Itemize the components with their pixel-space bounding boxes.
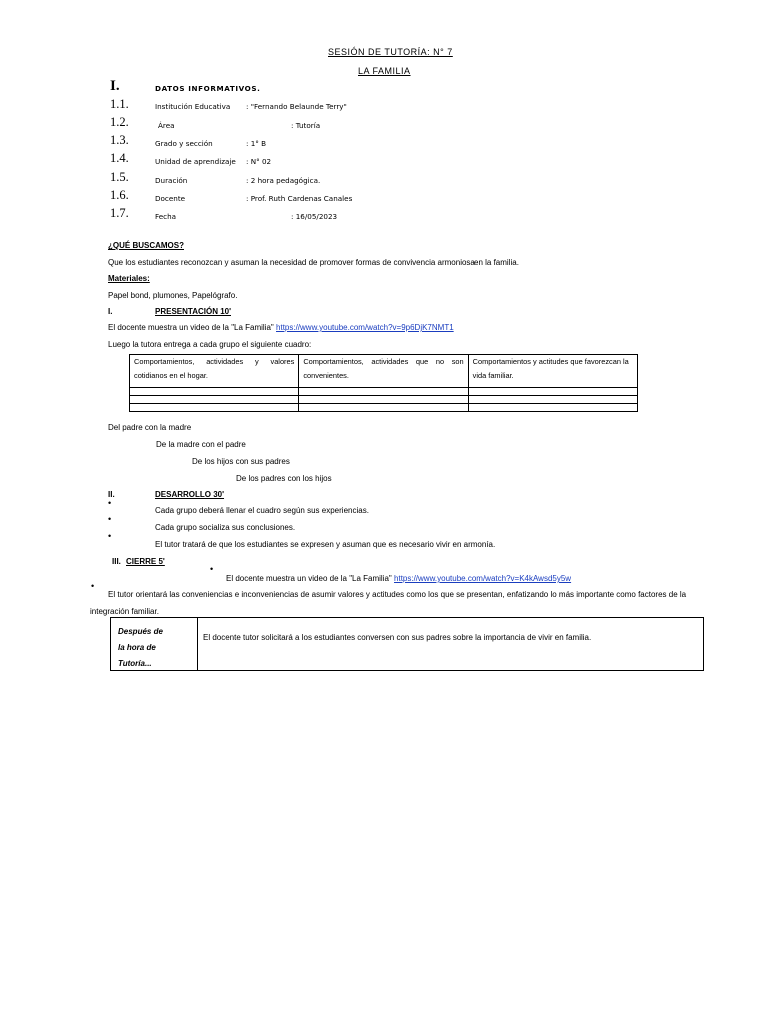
cierre-paragraph: El tutor orientará las conveniencias e inconveniencias de asumir valores y actitudes como los que se presentan, enfatizando lo más importante como factores de la [108,590,687,599]
bullet-icon: • [91,581,95,591]
info-label: Área [158,121,175,130]
table-row [130,396,638,404]
info-label: Grado y sección [155,139,213,148]
cierre-roman: III. [112,557,121,566]
info-number: 1.3. [110,133,129,147]
presentacion-line [108,323,454,332]
desarrollo-item: El tutor tratará de que los estudiantes se expresen y asuman que es necesario vivir en armonía. [155,540,496,549]
table-cell[interactable] [468,388,637,396]
despues-label: la hora de [118,643,156,652]
table-cell[interactable] [299,404,468,412]
despues-label: Tutoría... [118,659,152,668]
desarrollo-roman: II. [108,490,115,499]
despues-box [110,617,704,671]
table-cell[interactable] [299,396,468,404]
table-header-cell: Comportamientos y actitudes que favorezcan la vida familiar. [468,355,637,388]
table-cell[interactable] [299,388,468,396]
table-cell[interactable] [130,396,299,404]
section-heading: DATOS INFORMATIVOS. [155,84,261,93]
table-cell[interactable] [468,396,637,404]
desarrollo-item: Cada grupo deberá llenar el cuadro según sus experiencias. [155,506,369,515]
info-number: 1.6. [110,188,129,202]
info-label: Institución Educativa [155,102,231,111]
que-buscamos-heading: ¿QUÉ BUSCAMOS? [108,241,184,250]
cierre-text: El docente muestra un video de la "La Familia" [226,574,392,583]
video-link-2[interactable]: https://www.youtube.com/watch?v=K4kAwsd5y5w [394,574,572,583]
box-divider [197,618,198,670]
cuadro-intro: Luego la tutora entrega a cada grupo el siguiente cuadro: [108,340,312,349]
session-title: SESIÓN DE TUTORÍA: N° 7 [328,47,453,57]
table-header-cell: Comportamientos, actividades que no son convenientes. [299,355,468,388]
bullet-icon: • [108,498,112,508]
table-header-cell: Comportamientos, actividades y valores cotidianos en el hogar. [130,355,299,388]
cierre-paragraph-end: integración familiar. [90,607,159,616]
section-roman: I. [110,78,120,94]
bullet-icon: • [210,564,214,574]
relation-item: De los hijos con sus padres [192,457,290,466]
info-value: : 1° B [246,139,267,148]
materiales-heading: Materiales: [108,274,150,283]
cuadro-table [129,354,638,412]
video-link-1[interactable]: https://www.youtube.com/watch?v=9p6DjK7NMT1 [276,323,454,332]
cierre-line [226,574,571,583]
info-number: 1.7. [110,206,129,220]
presentacion-heading: PRESENTACIÓN 10' [155,307,231,316]
bullet-icon: • [108,531,112,541]
presentacion-text: El docente muestra un video de la "La Familia" [108,323,274,332]
info-number: 1.1. [110,97,129,111]
info-value: : N° 02 [246,157,272,166]
info-label: Unidad de aprendizaje [155,157,236,166]
info-value: : "Fernando Belaunde Terry" [246,102,347,111]
info-number: 1.4. [110,151,129,165]
table-cell[interactable] [468,404,637,412]
cierre-heading: CIERRE 5' [126,557,165,566]
relation-item: Del padre con la madre [108,423,192,432]
info-value: : Prof. Ruth Cardenas Canales [246,194,353,203]
table-row [130,404,638,412]
session-subtitle: LA FAMILIA [358,66,411,76]
objective-text: Que los estudiantes reconozcan y asuman la necesidad de promover formas de convivencia armoniosa [108,258,475,267]
desarrollo-item: Cada grupo socializa sus conclusiones. [155,523,296,532]
info-number: 1.2. [110,115,129,129]
info-value: : 2 hora pedagógica. [246,176,321,185]
relation-item: De la madre con el padre [156,440,246,449]
info-label: Fecha [155,212,177,221]
materiales-text: Papel bond, plumones, Papelógrafo. [108,291,238,300]
bullet-icon: • [108,514,112,524]
info-label: Duración [155,176,188,185]
info-number: 1.5. [110,170,129,184]
info-label: Docente [155,194,186,203]
info-value: : Tutoría [291,121,321,130]
presentacion-roman: I. [108,307,113,316]
desarrollo-heading: DESARROLLO 30' [155,490,225,499]
relation-item: De los padres con los hijos [236,474,332,483]
objective-text-end: en la familia. [474,258,519,267]
table-cell[interactable] [130,404,299,412]
despues-label: Después de [118,627,163,636]
despues-text: El docente tutor solicitará a los estudiantes conversen con sus padres sobre la importancia de vivir en familia. [203,633,592,642]
table-cell[interactable] [130,388,299,396]
info-value: : 16/05/2023 [291,212,338,221]
table-row [130,388,638,396]
